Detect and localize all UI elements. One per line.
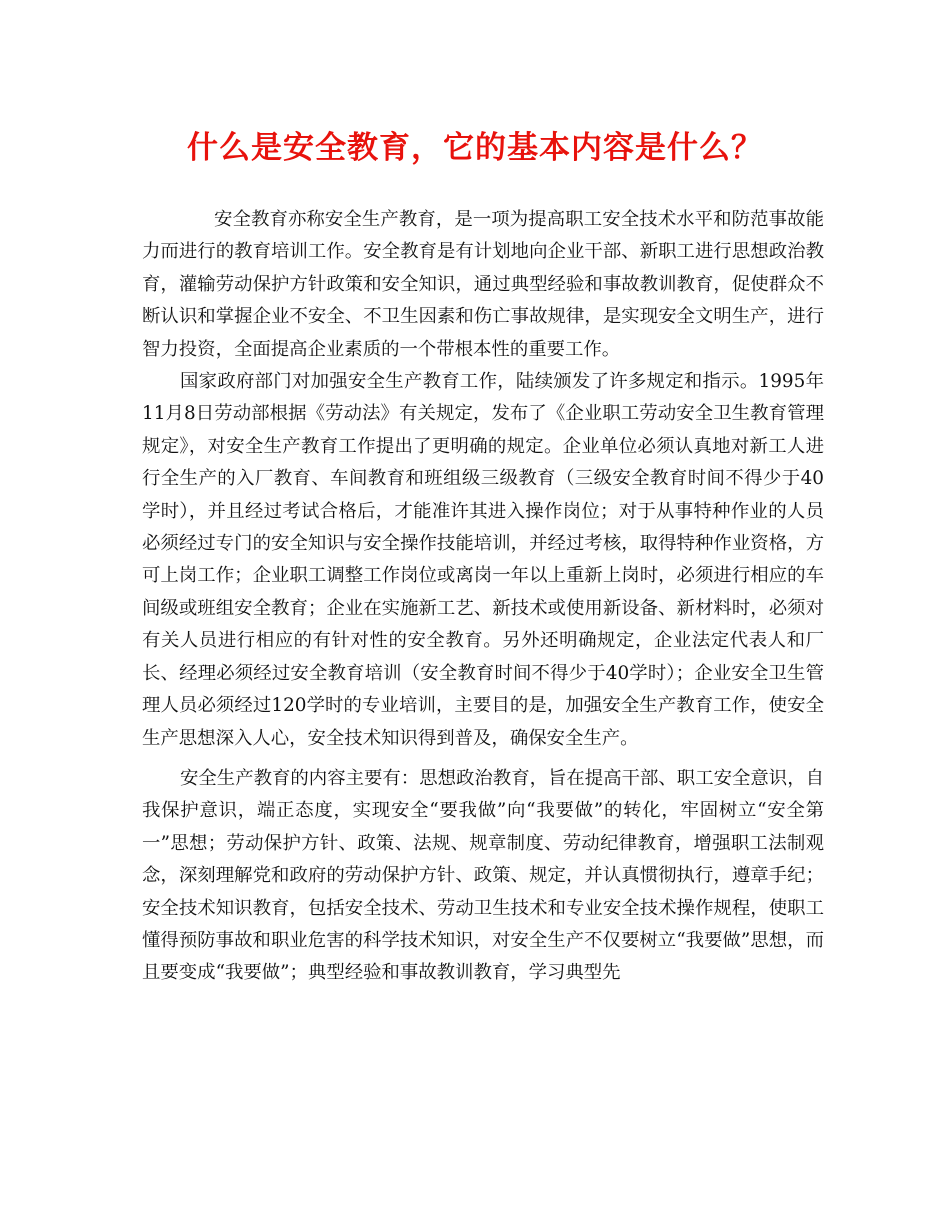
document-body — [142, 204, 824, 990]
paragraph-intro: 安全教育亦称安全生产教育，是一项为提高职工安全技术水平和防范事故能力而进行的教育培训工作。安全教育是有计划地向企业干部、新职工进行思想政治教育，灌输劳动保护方针政策和安全知识，通过典型经验和事故教训教育，促使群众不断认识和掌握企业不安全、不卫生因素和伤亡事故规律，是实现安全文明生产，进行智力投资，全面提高企业素质的一个带根本性的重要工作。 — [142, 209, 824, 360]
paragraph-content: 安全生产教育的内容主要有：思想政治教育，旨在提高干部、职工安全意识，自我保护意识，端正态度，实现安全“要我做”向“我要做”的转化，牢固树立“安全第一”思想；劳动保护方针、政策、法规、规章制度、劳动纪律教育，增强职工法制观念，深刻理解党和政府的劳动保护方针、政策、规定，并认真惯彻执行，遵章手纪；安全技术知识教育，包括安全技术、劳动卫生技术和专业安全技术操作规程，使职工懂得预防事故和职业危害的科学技术知识，对安全生产不仅要树立“我要做”思想，而且要变成“我要做”；典型经验和事故教训教育，学习典型先 — [142, 767, 824, 984]
paragraph-regulations: 国家政府部门对加强安全生产教育工作，陆续颁发了许多规定和指示。1995年11月8日劳动部根据《劳动法》有关规定，发布了《企业职工劳动安全卫生教育管理规定》，对安全生产教育工作提出了更明确的规定。企业单位必须认真地对新工人进行全生产的入厂教育、车间教育和班组级三级教育（三级安全教育时间不得少于40学时），并且经过考试合格后，才能准许其进入操作岗位；对于从事特种作业的人员必须经过专门的安全知识与安全操作技能培训，并经过考核，取得特种作业资格，方可上岗工作；企业职工调整工作岗位或离岗一年以上重新上岗时，必须进行相应的车间级或班组安全教育；企业在实施新工艺、新技术或使用新设备、新材料时，必须对有关人员进行相应的有针对性的安全教育。另外还明确规定，企业法定代表人和厂长、经理必须经过安全教育培训（安全教育时间不得少于40学时）；企业安全卫生管理人员必须经过120学时的专业培训，主要目的是，加强安全生产教育工作，使安全生产思想深入人心，安全技术知识得到普及，确保安全生产。 — [142, 371, 824, 749]
document-title: 什么是安全教育，它的基本内容是什么？ — [187, 130, 763, 166]
